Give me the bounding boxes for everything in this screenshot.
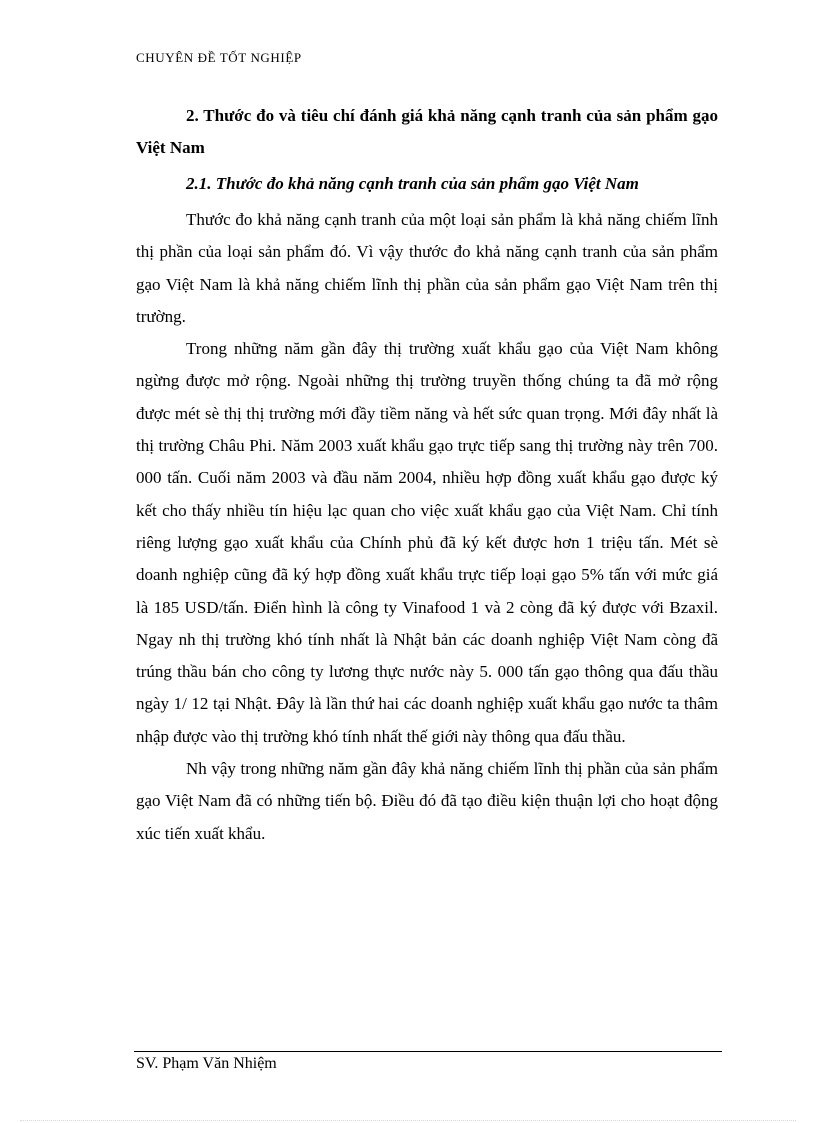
section-heading: 2. Thước đo và tiêu chí đánh giá khả năng cạnh tranh của sản phẩm gạo Việt Nam bbox=[136, 106, 718, 157]
paragraph: Trong những năm gần đây thị trường xuất khẩu gạo của Việt Nam không ngừng được mở rộng. Ngoài những thị trường truyền thống chúng ta đã mở rộng được mét sè thị thị trường mới đầy tiềm năng và hết sức quan trọng. Mới đây nhất là thị trường Châu Phi. Năm 2003 xuất khẩu gạo trực tiếp sang thị trường này trên 700. 000 tấn. Cuối năm 2003 và đầu năm 2004, nhiều hợp đồng xuất khẩu gạo được ký kết cho thấy nhiều tín hiệu lạc quan cho việc xuất khẩu gạo của Việt Nam. Chỉ tính riêng lượng gạo xuất khẩu của Chính phủ đã ký kết được hơn 1 triệu tấn. Mét sè doanh nghiệp cũng đã ký hợp đồng xuất khẩu trực tiếp loại gạo 5% tấn với mức giá là 185 USD/tấn. Điển hình là công ty Vinafood 1 và 2 còng đã ký được với Bzaxil. Ngay nh thị trường khó tính nhất là Nhật bản các doanh nghiệp Việt Nam còng đã trúng thầu bán cho công ty lương thực nước này 5. 000 tấn gạo thông qua đấu thầu ngày 1/ 12 tại Nhật. Đây là lần thứ hai các doanh nghiệp xuất khẩu gạo nước ta thâm nhập được vào thị trường khó tính nhất thế giới này thông qua đấu thầu. bbox=[136, 339, 718, 746]
running-header: CHUYÊN ĐỀ TỐT NGHIỆP bbox=[136, 50, 302, 65]
paragraph: Nh vậy trong những năm gần đây khả năng chiếm lĩnh thị phần của sản phẩm gạo Việt Nam đã có những tiến bộ. Điều đó đã tạo điều kiện thuận lợi cho hoạt động xúc tiến xuất khẩu. bbox=[136, 759, 718, 843]
document-body bbox=[136, 100, 718, 850]
page-bottom-edge bbox=[20, 1120, 796, 1121]
paragraph: Thước đo khả năng cạnh tranh của một loại sản phẩm là khả năng chiếm lĩnh thị phần của loại sản phẩm đó. Vì vậy thước đo khả năng cạnh tranh của sản phẩm gạo Việt Nam là khả năng chiếm lĩnh thị phần của sản phẩm gạo Việt Nam trên thị trường. bbox=[136, 210, 718, 326]
footer-divider bbox=[134, 1051, 722, 1052]
footer-author: SV. Phạm Văn Nhiệm bbox=[136, 1055, 277, 1072]
subsection-heading: 2.1. Thước đo khả năng cạnh tranh của sản phẩm gạo Việt Nam bbox=[186, 174, 639, 193]
